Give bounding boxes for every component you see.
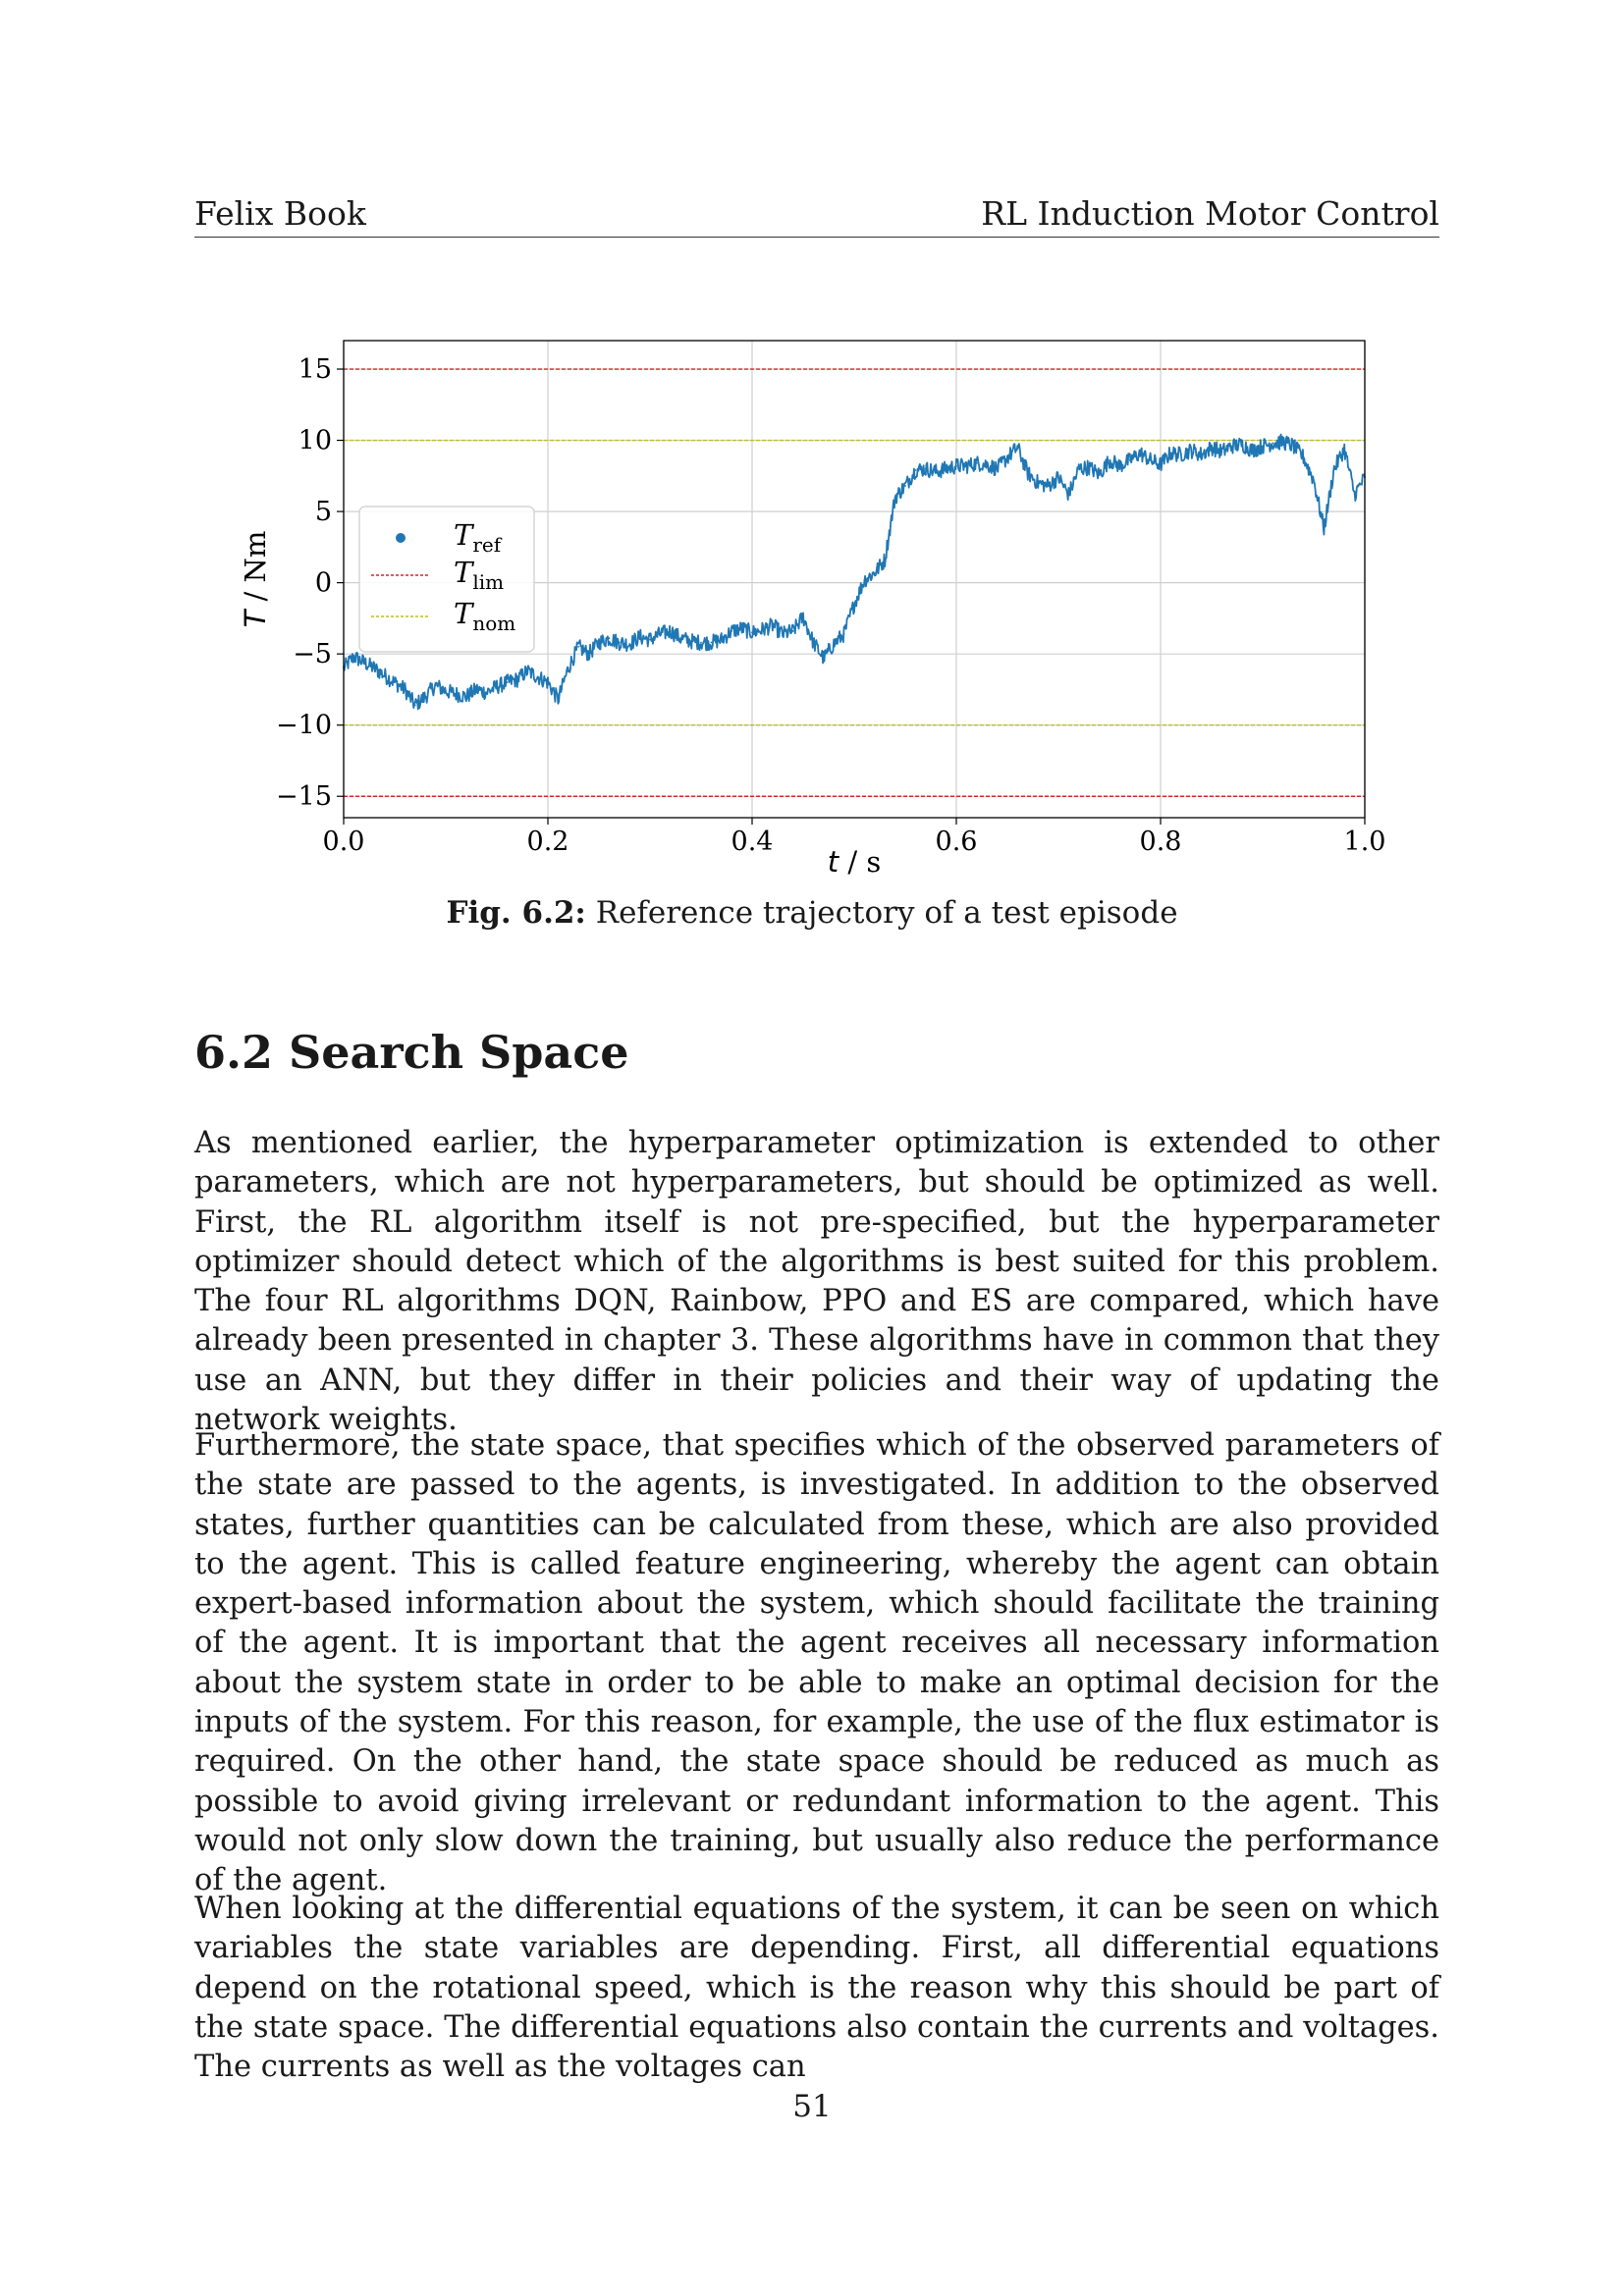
data-point-T_ref: [966, 465, 968, 467]
paragraph-1: As mentioned earlier, the hyperparameter optimization is extended to other parameters, which are not hyperparameters, but should be optimized as well. First, the RL algorithm itself is not pre-specified, but the hyperparameter optimizer should detect which of the algorithms is best suited for this problem. The four RL algorithms DQN, Rainbow, PPO and ES are compared, which have already been presented in chapter 3. These algorithms have in common that they use an ANN, but they differ in their policies and their way of updating the network weights.: [194, 1126, 1439, 1438]
data-point-T_ref: [1139, 453, 1141, 454]
data-point-T_ref: [384, 674, 386, 676]
data-point-T_ref: [935, 471, 937, 473]
figure-caption: [0, 895, 1624, 931]
x-tick-label: 0.6: [935, 827, 978, 857]
legend-label-lim: $T_{lim}$: [454, 556, 505, 594]
data-point-T_ref: [507, 681, 509, 683]
data-point-T_ref: [833, 643, 835, 645]
data-point-T_ref: [986, 463, 988, 465]
section-number: 6.2: [194, 1026, 274, 1079]
data-point-T_ref: [762, 629, 764, 631]
data-point-T_ref: [486, 691, 488, 693]
legend-label-nom: $T_{nom}$: [454, 597, 516, 635]
data-point-T_ref: [414, 704, 416, 706]
x-tick-label: 1.0: [1343, 827, 1386, 857]
y-tick-label: 5: [314, 497, 332, 528]
data-point-T_ref: [1231, 445, 1233, 447]
data-point-T_ref: [1190, 450, 1192, 452]
data-point-T_ref: [1303, 456, 1305, 458]
data-point-T_ref: [619, 642, 621, 644]
data-point-T_ref: [1088, 466, 1090, 468]
y-tick-label: −5: [293, 639, 332, 670]
data-point-T_ref: [802, 616, 804, 618]
data-point-T_ref: [628, 643, 630, 645]
data-point-T_ref: [721, 639, 723, 641]
data-point-T_ref: [660, 633, 662, 635]
data-point-T_ref: [1027, 472, 1029, 474]
data-point-T_ref: [782, 633, 784, 635]
data-point-T_ref: [445, 690, 447, 692]
section-heading: [194, 1026, 629, 1079]
data-point-T_ref: [1354, 494, 1356, 496]
data-point-T_ref: [1343, 448, 1345, 450]
figure-caption-label: Fig. 6.2:: [446, 895, 586, 931]
x-tick-label: 0.0: [322, 827, 365, 857]
x-tick-label: 0.2: [526, 827, 569, 857]
x-tick-label: 0.4: [731, 827, 774, 857]
data-point-T_ref: [649, 639, 651, 641]
data-point-T_ref: [792, 630, 794, 632]
data-point-T_ref: [1109, 459, 1110, 461]
data-point-T_ref: [1057, 476, 1059, 478]
data-point-T_ref: [547, 681, 549, 683]
figure-caption-text: Reference trajectory of a test episode: [595, 895, 1178, 931]
data-point-T_ref: [731, 630, 732, 632]
data-point-T_ref: [568, 667, 569, 669]
data-point-T_ref: [874, 572, 876, 574]
data-point-T_ref: [700, 642, 702, 644]
data-point-T_ref: [558, 699, 560, 701]
data-point-T_ref: [946, 468, 947, 470]
reference-trajectory-chart: [236, 324, 1386, 883]
y-tick-label: 15: [298, 354, 332, 386]
data-point-T_ref: [823, 658, 825, 660]
data-point-T_ref: [1201, 454, 1203, 455]
y-axis-variable: T: [239, 610, 272, 628]
data-point-T_ref: [1150, 459, 1152, 461]
data-point-T_ref: [955, 465, 957, 467]
data-point-T_ref: [1262, 445, 1264, 447]
data-point-T_ref: [1282, 441, 1284, 443]
data-point-T_ref: [516, 678, 518, 680]
y-tick-label: −15: [276, 781, 332, 813]
data-point-T_ref: [435, 684, 437, 686]
data-point-T_ref: [997, 468, 999, 470]
data-point-T_ref: [1252, 450, 1254, 452]
data-point-T_ref: [363, 662, 365, 664]
data-point-T_ref: [1170, 453, 1172, 454]
data-point-T_ref: [456, 693, 458, 695]
data-point-T_ref: [1324, 528, 1326, 530]
data-point-T_ref: [894, 497, 896, 499]
data-point-T_ref: [537, 675, 539, 677]
header-rule: [194, 237, 1439, 238]
section-title: Search Space: [289, 1026, 629, 1079]
data-point-T_ref: [1333, 468, 1335, 470]
data-point-T_ref: [1241, 444, 1243, 446]
y-axis-unit: / Nm: [239, 530, 272, 611]
running-header-title: RL Induction Motor Control: [981, 194, 1439, 233]
data-point-T_ref: [679, 637, 681, 639]
data-point-T_ref: [864, 579, 866, 581]
legend-label-ref: $T_{ref}$: [454, 518, 502, 557]
data-point-T_ref: [1099, 473, 1101, 475]
legend: [359, 507, 534, 652]
data-point-T_ref: [670, 630, 672, 632]
y-tick-label: 0: [314, 567, 332, 599]
data-point-T_ref: [353, 656, 355, 658]
data-point-T_ref: [1017, 447, 1019, 449]
data-point-T_ref: [772, 624, 774, 626]
y-tick-label: −10: [276, 710, 332, 741]
data-point-T_ref: [904, 485, 906, 487]
data-point-T_ref: [1006, 456, 1008, 458]
data-point-T_ref: [1078, 468, 1080, 470]
data-point-T_ref: [711, 642, 713, 644]
data-point-T_ref: [915, 469, 917, 471]
x-axis-variable: t: [827, 845, 839, 879]
data-point-T_ref: [1129, 459, 1131, 461]
page-number: 51: [792, 2089, 832, 2124]
x-axis-label: [828, 845, 881, 879]
data-point-T_ref: [1048, 485, 1050, 487]
data-point-T_ref: [690, 640, 692, 642]
data-point-T_ref: [751, 632, 753, 634]
x-tick-label: 0.8: [1139, 827, 1182, 857]
data-point-T_ref: [1037, 482, 1039, 484]
paragraph-2: Furthermore, the state space, that specifies which of the observed parameters of the state are passed to the agents, is investigated. In addition to the observed states, further quantities can be calculated from these, which are also provided to the agent. This is called feature engineering, whereby the agent can obtain expert-based information about the system, which should facilitate the training of the agent. It is important that the agent receives all necessary information about the system state in order to be able to make an optimal decision for the inputs of the system. For this reason, for example, the use of the flux estimator is required. On the other hand, the state space should be reduced as much as possible to avoid giving irrelevant or redundant information to the agent. This would not only slow down the training, but usually also reduce the performance of the agent.: [194, 1428, 1439, 1898]
data-point-T_ref: [1292, 445, 1294, 447]
data-point-T_ref: [424, 696, 426, 698]
data-point-T_ref: [475, 689, 477, 691]
legend-marker-ref: [396, 533, 406, 543]
data-point-T_ref: [741, 627, 743, 629]
data-point-T_ref: [394, 681, 396, 683]
data-point-T_ref: [1272, 443, 1274, 445]
data-point-T_ref: [609, 637, 611, 639]
data-point-T_ref: [639, 636, 641, 638]
data-point-T_ref: [1119, 465, 1121, 467]
data-point-T_ref: [925, 468, 927, 470]
data-point-T_ref: [1211, 447, 1213, 449]
data-point-T_ref: [1221, 451, 1223, 453]
paragraph-3: When looking at the differential equations of the system, it can be seen on which variables the state variables are depending. First, all differential equations depend on the rotational speed, which is the reason why this should be part of the state space. The differential equations also contain the currents and voltages. The currents as well as the voltages can: [194, 1892, 1439, 2085]
y-tick-label: 10: [298, 425, 332, 456]
x-axis-unit: / s: [839, 845, 882, 879]
data-point-T_ref: [465, 696, 467, 698]
y-axis-label: [239, 531, 272, 628]
data-point-T_ref: [1313, 479, 1315, 481]
data-point-T_ref: [853, 603, 855, 605]
data-point-T_ref: [976, 462, 978, 464]
data-point-T_ref: [577, 646, 579, 648]
data-point-T_ref: [588, 653, 590, 655]
data-point-T_ref: [1180, 454, 1182, 455]
data-point-T_ref: [598, 642, 600, 644]
running-header-author: Felix Book: [194, 194, 366, 233]
data-point-T_ref: [843, 633, 845, 635]
data-point-T_ref: [884, 560, 886, 561]
data-point-T_ref: [1068, 494, 1070, 496]
data-point-T_ref: [405, 689, 406, 691]
data-point-T_ref: [1160, 463, 1162, 465]
data-point-T_ref: [373, 667, 375, 669]
data-point-T_ref: [526, 670, 528, 672]
data-point-T_ref: [813, 642, 815, 644]
data-point-T_ref: [496, 686, 498, 688]
